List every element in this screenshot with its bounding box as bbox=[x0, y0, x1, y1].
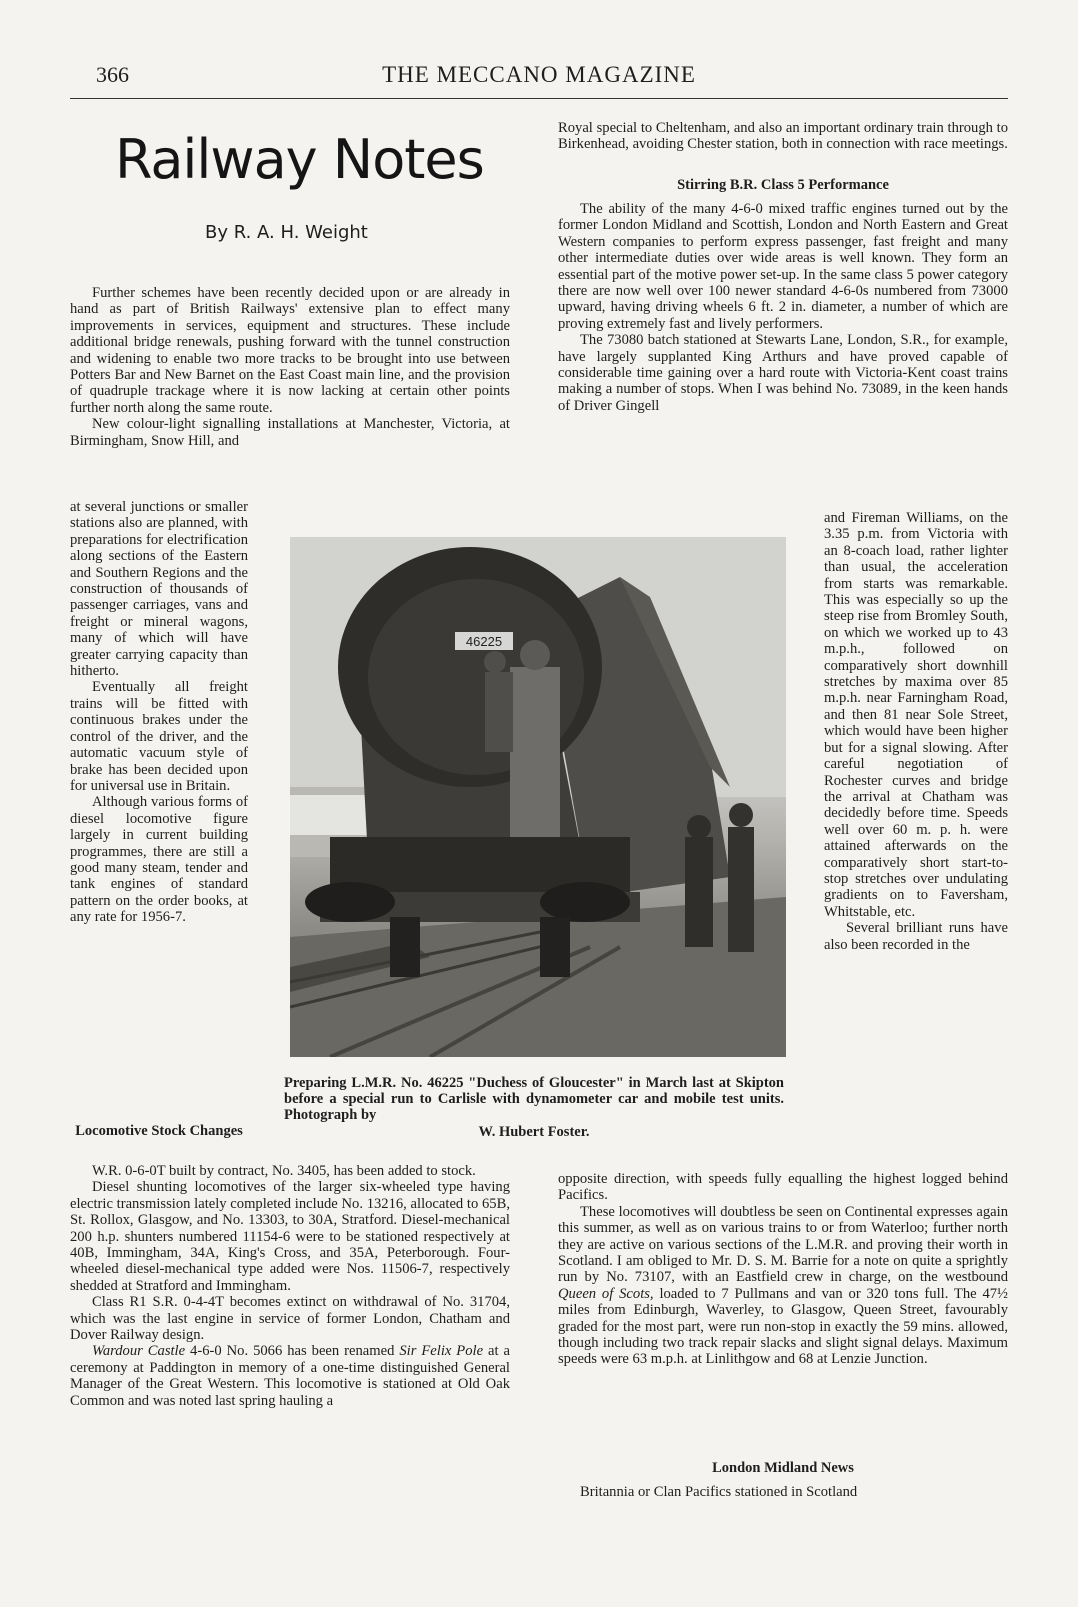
paragraph: Diesel shunting locomotives of the larger six-wheeled type having electric transmission lately completed include No. 13216, allocated to 65B, St. Rollox, Glasgow, and No. 13303, to 30A, Stratford. Diesel-mechanical 200 h.p. shunters numbered 11154-6 were to be stationed respectively at 40B, Immingham, 34A, King's Cross, and 35A, Peterborough. Four-wheeled diesel-mechanical type added were Nos. 11506-7, respectively shedded at Stratford and Immingham. bbox=[70, 1179, 510, 1294]
paragraph: These locomotives will doubtless be seen on Continental expresses again this summer, as well as on various trains to or from Waterloo; further north they are active on various sections of the L.M.R. and proving their worth in Scotland. I am obliged to Mr. D. S. M. Barrie for a note on quite a sprightly run by No. 73107, with an Eastfield crew in charge, on the westbound Queen of Scots, loaded to 7 Pullmans and van or 320 tons full. The 47½ miles from Edinburgh, Waverley, to Glasgow, Queen Street, favourably graded for the most part, were run non-stop in exactly the 59 mins. allowed, though including two track repair slacks and slight signal delays. Maximum speeds were 63 m.p.h. at Linlithgow and 68 at Lenzie Junction. bbox=[558, 1203, 1008, 1368]
paragraph: Royal special to Cheltenham, and also an important ordinary train through to Birkenhead, avoiding Chester station, both in connection with race meetings. bbox=[558, 120, 1008, 153]
paragraph: Wardour Castle 4-6-0 No. 5066 has been renamed Sir Felix Pole at a ceremony at Paddington in memory of a one-time distinguished General Manager of the Great Western. This locomotive is stationed at Old Oak Common and was noted last spring hauling a bbox=[70, 1343, 510, 1409]
photo-caption: Preparing L.M.R. No. 46225 "Duchess of Gloucester" in March last at Skipton before a special run to Carlisle with dynamometer car and mobile test units. Photograph by bbox=[284, 1075, 784, 1124]
paragraph: opposite direction, with speeds fully equalling the highest logged behind Pacifics. bbox=[558, 1171, 1008, 1204]
right-upper-text bbox=[558, 201, 1008, 414]
train-name-italic: Queen of Scots, bbox=[558, 1285, 654, 1302]
paragraph: Eventually all freight trains will be fitted with continuous brakes under the control of the driver, and the automatic vacuum style of brake has been decided upon for universal use in Britain. bbox=[70, 679, 248, 794]
right-bottom-text bbox=[558, 1484, 1008, 1500]
left-intro-text bbox=[70, 285, 510, 449]
left-lower-text bbox=[70, 1163, 510, 1409]
article-byline: By R. A. H. Weight bbox=[205, 222, 368, 243]
left-narrow-text bbox=[70, 499, 248, 926]
section-heading-london-midland: London Midland News bbox=[712, 1460, 854, 1476]
paragraph: New colour-light signalling installations at Manchester, Victoria, at Birmingham, Snow Hill, and bbox=[70, 416, 510, 449]
photo-credit: W. Hubert Foster. bbox=[478, 1124, 590, 1140]
section-heading-stock-changes: Locomotive Stock Changes bbox=[75, 1123, 243, 1139]
paragraph: at several junctions or smaller stations also are planned, with preparations for electrification along sections of the Eastern and Southern Regions and the construction of thousands of passenger carriages, vans and freight or mineral wagons, many of which will have greater carrying capacity than hitherto. bbox=[70, 499, 248, 680]
section-heading-class5: Stirring B.R. Class 5 Performance bbox=[677, 177, 889, 193]
locomotive-photo bbox=[290, 537, 786, 1057]
article-title: Railway Notes bbox=[115, 128, 484, 191]
locomotive-illustration bbox=[290, 537, 786, 1057]
loco-name-italic: Wardour Castle bbox=[92, 1343, 186, 1360]
paragraph: The ability of the many 4-6-0 mixed traffic engines turned out by the former London Midland and Scottish, London and North Eastern and Great Western companies to perform express passenger, fast freight and many other intermediate duties over wide areas is well known. They form an essential part of the motive power set-up. In the same class 5 power category there are now well over 100 newer standard 4-6-0s numbered from 73000 upward, having driving wheels 6 ft. 2 in. diameter, a number of which are proving extremely fast and lively performers. bbox=[558, 201, 1008, 332]
loco-name-italic: Sir Felix Pole bbox=[399, 1343, 484, 1360]
paragraph: Although various forms of diesel locomotive figure largely in current building programmes, there are still a good many steam, tender and tank engines of standard pattern on the order books, at any rate for 1956-7. bbox=[70, 794, 248, 926]
right-top-text bbox=[558, 120, 1008, 153]
page-number: 366 bbox=[96, 62, 129, 87]
page-header bbox=[70, 60, 1008, 96]
loco-number-plate: 46225 bbox=[465, 634, 503, 649]
paragraph: Further schemes have been recently decided upon or are already in hand as part of British Railways' extensive plan to effect many improvements in services, equipment and structures. These include additional bridge renewals, pushing forward with the tunnel construction and widening to enable two more tracks to be brought into use between Potters Bar and New Barnet on the East Coast main line, and the provision of quadruple trackage where it is now lacking at certain other points further north along the same route. bbox=[70, 285, 510, 416]
paragraph: The 73080 batch stationed at Stewarts Lane, London, S.R., for example, have largely supplanted King Arthurs and have proved capable of considerable time gaining over a hard route with Victoria-Kent coast trains making a number of stops. When I was behind No. 73089, in the keen hands of Driver Gingell bbox=[558, 332, 1008, 414]
paragraph: Class R1 S.R. 0-4-4T becomes extinct on withdrawal of No. 31704, which was the last engine in service of former London, Chatham and Dover Railway design. bbox=[70, 1294, 510, 1344]
magazine-title: THE MECCANO MAGAZINE bbox=[382, 62, 696, 87]
right-narrow-text bbox=[824, 510, 1008, 953]
paragraph: W.R. 0-6-0T built by contract, No. 3405, has been added to stock. bbox=[92, 1163, 476, 1179]
header-rule bbox=[70, 98, 1008, 99]
right-lower-text bbox=[558, 1171, 1008, 1368]
paragraph: Several brilliant runs have also been recorded in the bbox=[824, 920, 1008, 953]
paragraph: and Fireman Williams, on the 3.35 p.m. from Victoria with an 8-coach load, rather lighter than usual, the acceleration from starts was remarkable. This was especially so up the steep rise from Bromley South, on which we worked up to 43 m.p.h., followed on comparatively short downhill stretches by maxima over 85 m.p.h. near Farningham Road, and then 81 near Sole Street, which would have been higher but for a signal slowing. After careful negotiation of Rochester curves and bridge the arrival at Chatham was decidedly before time. Speeds well over 60 m. p. h. were attained afterwards on the comparatively short start-to-stop stretches over undulating gradients on to Faversham, Whitstable, etc. bbox=[824, 510, 1008, 920]
paragraph: Britannia or Clan Pacifics stationed in Scotland bbox=[580, 1484, 858, 1500]
